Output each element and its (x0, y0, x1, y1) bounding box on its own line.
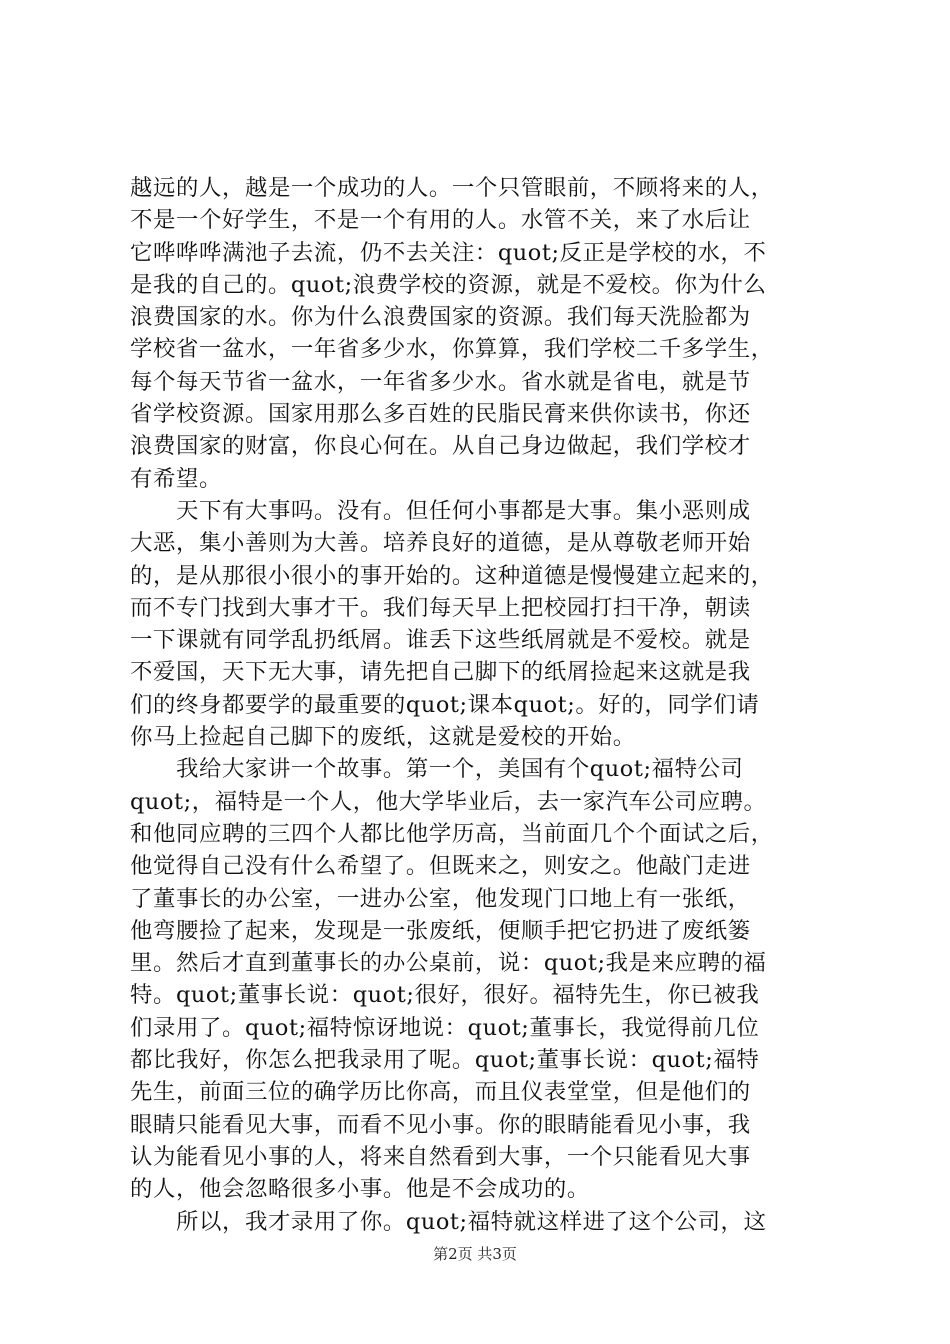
text-line: 一下课就有同学乱扔纸屑。谁丢下这些纸屑就是不爱校。就是 (130, 627, 751, 654)
text-line: 所以，我才录用了你。quot;福特就这样进了这个公司，这 (130, 1208, 767, 1235)
text-line: 认为能看见小事的人，将来自然看到大事，一个只能看见大事 (130, 1143, 751, 1170)
text-line: 学校省一盆水，一年省多少水，你算算，我们学校二千多学生， (130, 336, 774, 363)
text-line: 天下有大事吗。没有。但任何小事都是大事。集小恶则成 (130, 497, 751, 524)
text-line: 有希望。 (130, 465, 222, 492)
text-line: 不爱国，天下无大事，请先把自己脚下的纸屑捡起来这就是我 (130, 659, 751, 686)
text-line: 他觉得自己没有什么希望了。但既来之，则安之。他敲门走进 (130, 853, 751, 880)
text-line: 里。然后才直到董事长的办公桌前，说：quot;我是来应聘的福 (130, 950, 767, 977)
text-line: 不是一个好学生，不是一个有用的人。水管不关，来了水后让 (130, 207, 751, 234)
text-line: 浪费国家的水。你为什么浪费国家的资源。我们每天洗脸都为 (130, 304, 751, 331)
text-line: 它哗哗哗满池子去流，仍不去关注：quot;反正是学校的水，不 (130, 239, 767, 266)
text-line: 的，是从那很小很小的事开始的。这种道德是慢慢建立起来的， (130, 562, 774, 589)
text-line: 越远的人，越是一个成功的人。一个只管眼前，不顾将来的人， (130, 175, 774, 201)
text-line: 大恶，集小善则为大善。培养良好的道德，是从尊敬老师开始 (130, 530, 751, 557)
page-footer: 第2页 共3页 (433, 1245, 517, 1263)
text-line: 浪费国家的财富，你良心何在。从自己身边做起，我们学校才 (130, 433, 751, 460)
text-line: 每个每天节省一盆水，一年省多少水。省水就是省电，就是节 (130, 368, 751, 395)
text-line: 们录用了。quot;福特惊讶地说：quot;董事长，我觉得前几位 (130, 1014, 760, 1041)
text-line: 们的终身都要学的最重要的quot;课本quot;。好的，同学们请 (130, 691, 760, 718)
text-line: 了董事长的办公室，一进办公室，他发现门口地上有一张纸， (130, 885, 751, 912)
text-line: 先生，前面三位的确学历比你高，而且仪表堂堂，但是他们的 (130, 1079, 751, 1106)
text-line: 省学校资源。国家用那么多百姓的民脂民膏来供你读书，你还 (130, 401, 751, 428)
text-line: 都比我好，你怎么把我录用了呢。quot;董事长说：quot;福特 (130, 1047, 760, 1074)
text-line: 的人，他会忽略很多小事。他是不会成功的。 (130, 1176, 590, 1203)
text-line: quot;，福特是一个人，他大学毕业后，去一家汽车公司应聘。 (130, 788, 767, 815)
text-line: 和他同应聘的三四个人都比他学历高，当前面几个个面试之后， (130, 820, 774, 847)
text-line: 而不专门找到大事才干。我们每天早上把校园打扫干净，朝读 (130, 594, 751, 621)
text-line: 眼睛只能看见大事，而看不见小事。你的眼睛能看见小事，我 (130, 1111, 751, 1138)
body-text (130, 172, 830, 1238)
text-line: 是我的自己的。quot;浪费学校的资源，就是不爱校。你为什么 (130, 271, 767, 298)
text-line: 特。quot;董事长说：quot;很好，很好。福特先生，你已被我 (130, 982, 760, 1009)
text-line: 我给大家讲一个故事。第一个，美国有个quot;福特公司 (130, 756, 744, 783)
text-line: 他弯腰捡了起来，发现是一张废纸，便顺手把它扔进了废纸篓 (130, 917, 751, 944)
text-line: 你马上捡起自己脚下的废纸，这就是爱校的开始。 (130, 724, 636, 751)
